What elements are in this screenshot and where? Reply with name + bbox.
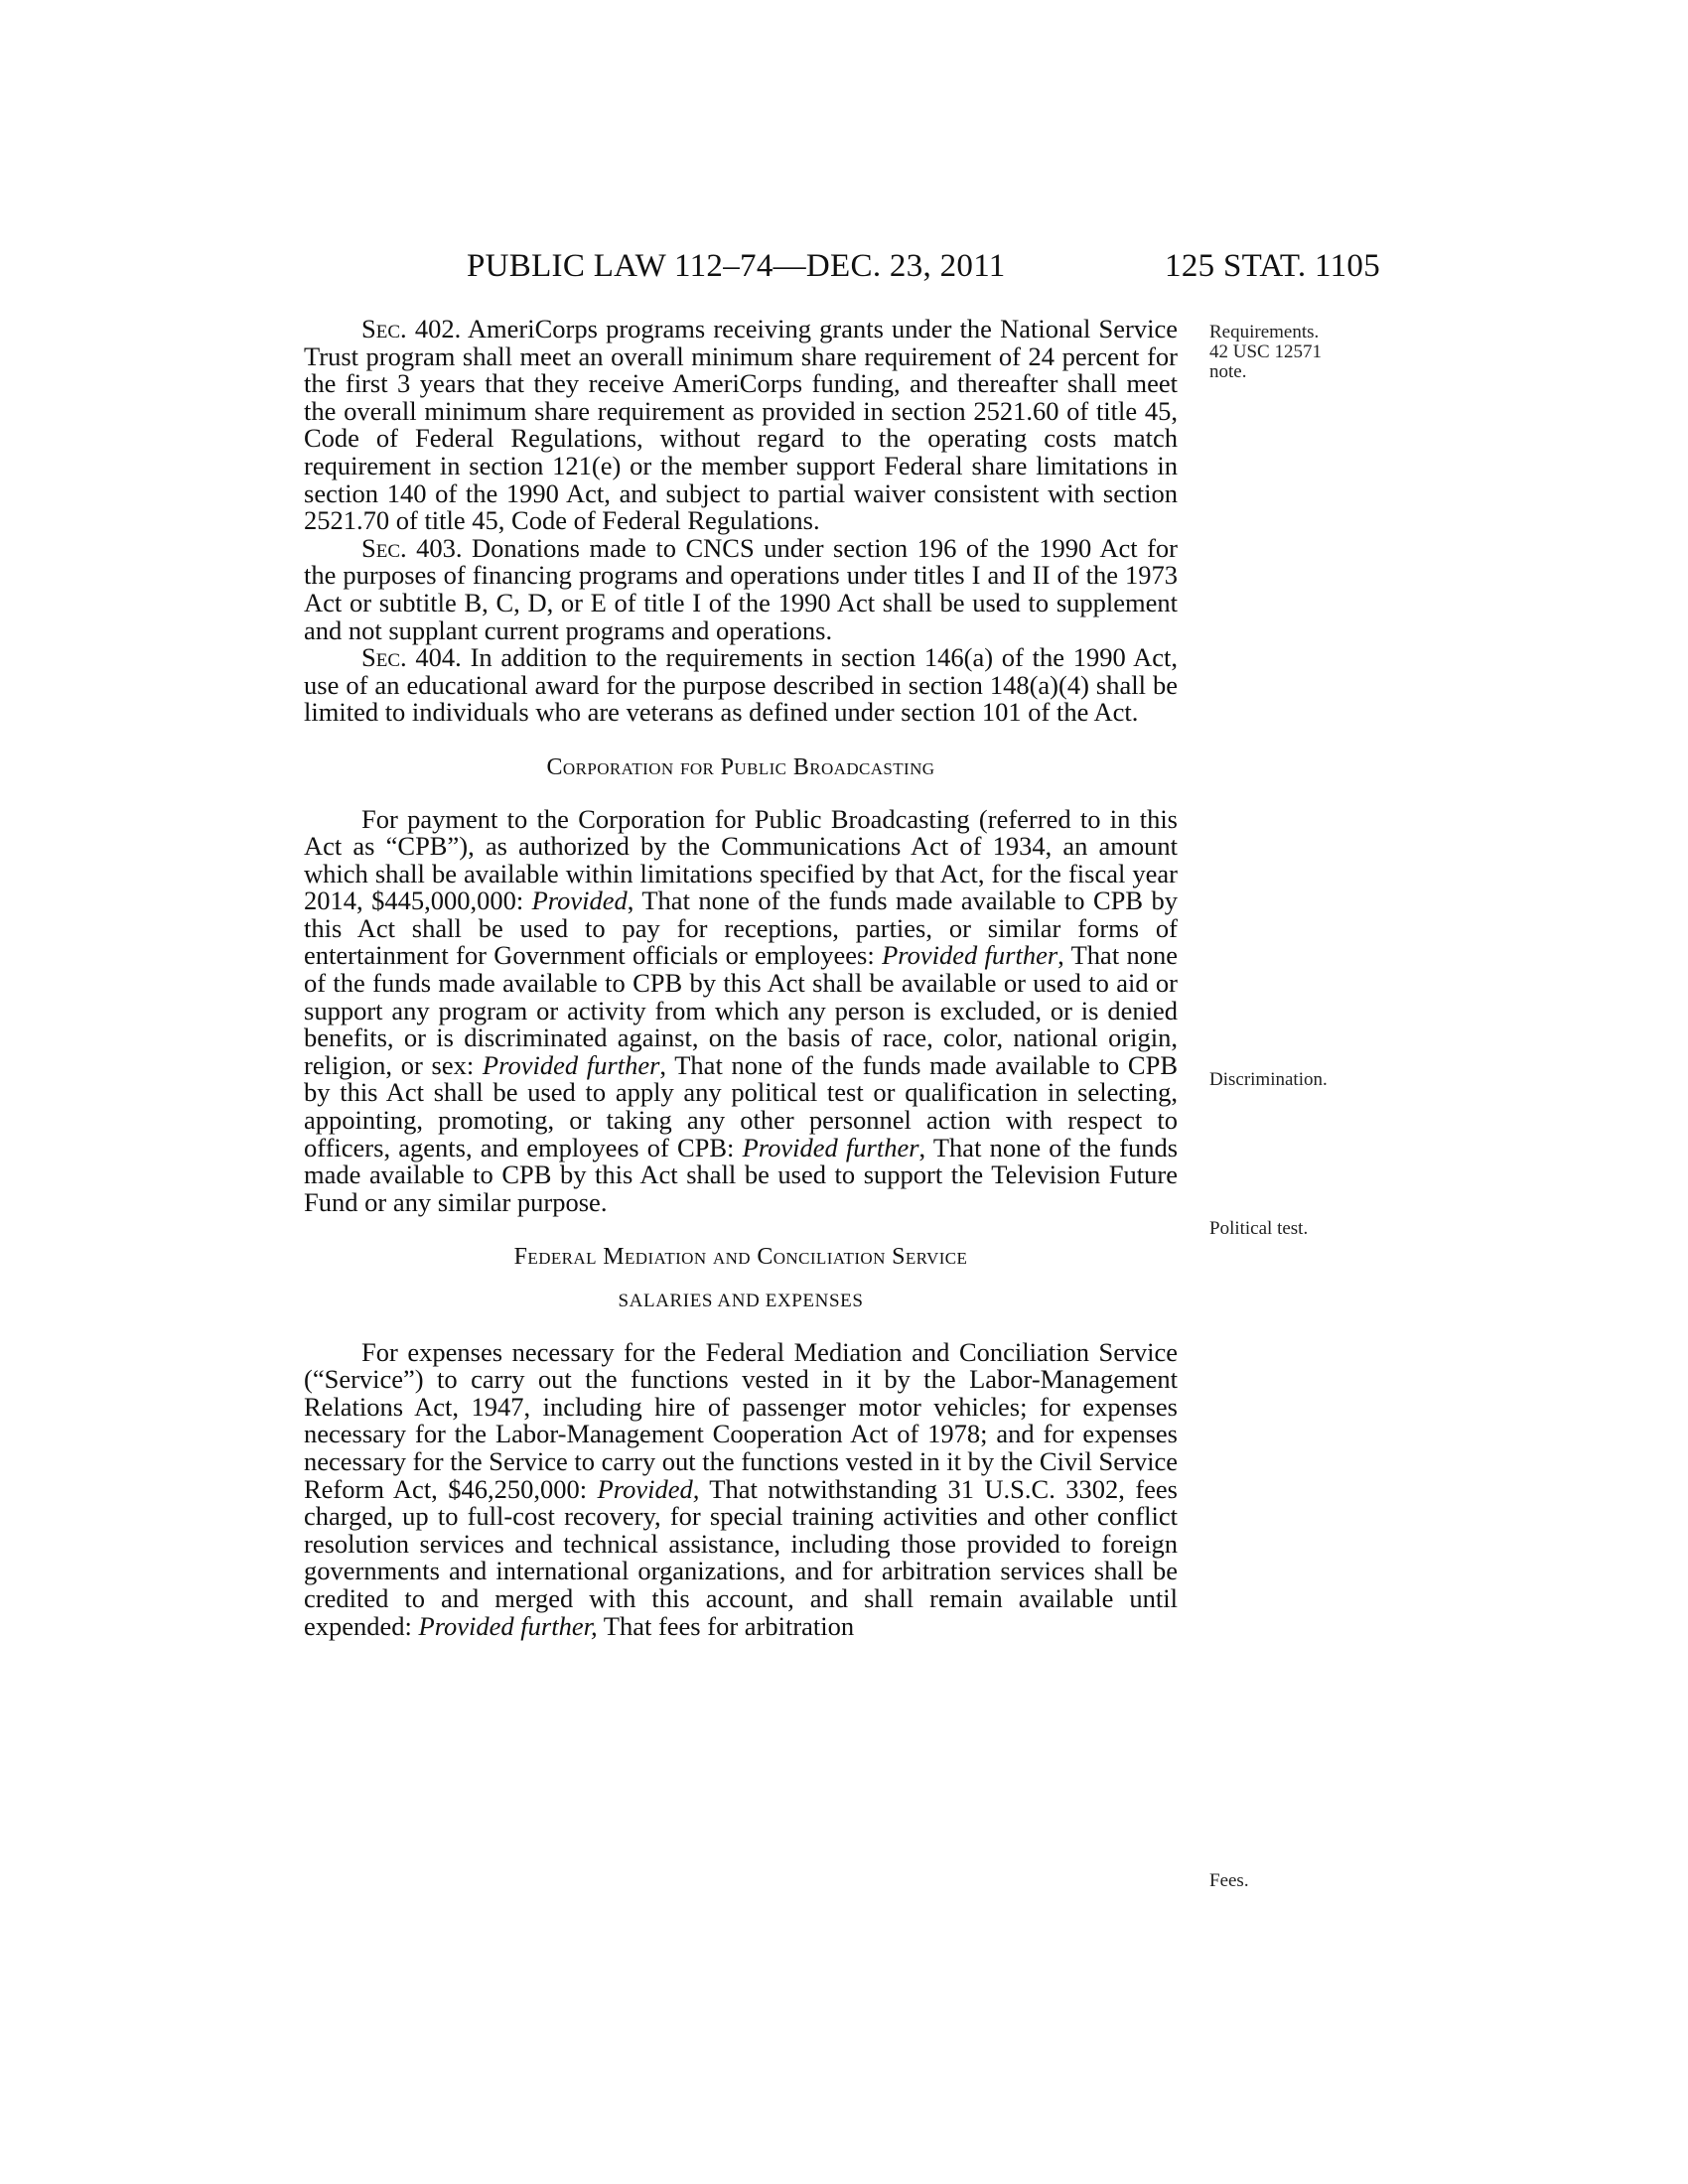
proviso: Provided further — [742, 1132, 919, 1162]
proviso: Provided further — [482, 1049, 660, 1080]
section-text: In addition to the requirements in section 146(a) of the 1990 Act, use of an educational award for the purpose described in section 148(a)(4) shall be limited to individuals who are veterans as defined under section 101 of the Act. — [304, 642, 1178, 728]
fmcs-paragraph: For expenses necessary for the Federal Mediation and Conciliation Service (“Service”) to carry out the functions vested in it by the Labor-Management Relations Act, 1947, including hire of passenger motor vehicles; for expenses necessary for the Labor-Management Cooperation Act of 1978; and for expenses necessary for the Service to carry out the functions vested in it by the Civil Service Reform Act, $46,250,000: Provided, That notwithstanding 31 U.S.C. 3302, fees charged, up to full-cost recovery, for special training activities and other conflict resolution services and technical assistance, including those provided to foreign governments and international organizations, and for arbitration services shall be credited to and merged with this account, and shall remain available until expended: Provided further, That fees for arbitration — [304, 1336, 1178, 1641]
section-text: Donations made to CNCS under section 196 of the 1990 Act for the purposes of financing programs and operations under titles I and II of the 1973 Act or subtitle B, C, D, or E of title I of the 1990 Act shall be used to supplement and not supplant current programs and operations. — [304, 532, 1178, 645]
proviso: Provided further, — [418, 1610, 598, 1641]
document-body — [304, 316, 1178, 1640]
proviso: Provided, — [597, 1473, 700, 1504]
public-law-citation: PUBLIC LAW 112–74—DEC. 23, 2011 — [467, 248, 1006, 284]
salaries-expenses-subheading: SALARIES AND EXPENSES — [618, 1291, 864, 1311]
section-label: Sec. 402. — [361, 314, 462, 343]
section-402 — [304, 316, 1178, 535]
section-403 — [304, 532, 1178, 645]
section-label: Sec. 404. — [361, 642, 462, 673]
margin-note-discrimination: Discrimination. — [1209, 1069, 1328, 1090]
section-label: Sec. 403. — [361, 532, 463, 563]
section-404 — [304, 644, 1178, 727]
cpb-paragraph: For payment to the Corporation for Public Broadcasting (referred to in this Act as “CPB”), as authorized by the Communications Act of 1934, an amount which shall be available within limitations specified by that Act, for the fiscal year 2014, $445,000,000: Provided, That none of the funds made available to CPB by this Act shall be used to pay for receptions, parties, or similar forms of entertainment for Government officials or employees: Provided further, That none of the funds made available to CPB by this Act shall be available or used to aid or support any program or activity from which any person is excluded, or is denied benefits, or is discriminated against, on the basis of race, color, national origin, religion, or sex: Provided further, That none of the funds made available to CPB by this Act shall be used to apply any political test or qualification in selecting, appointing, promoting, or taking any other personnel action with respect to officers, agents, and employees of CPB: Provided further, That none of the funds made available to CPB by this Act shall be used to support the Television Future Fund or any similar purpose. — [304, 803, 1179, 1217]
section-text: AmeriCorps programs receiving grants under the National Service Trust program shall meet an overall minimum share requirement of 24 percent for the first 3 years that they receive AmeriCorps funding, and thereafter shall meet the overall minimum share requirement as provided in section 2521.60 of title 45, Code of Federal Regulations, without regard to the operating costs match requirement in section 121(e) or the member support Federal share limitations in section 140 of the 1990 Act, and subject to partial waiver consistent with section 2521.70 of title 45, Code of Federal Regulations. — [304, 314, 1178, 536]
margin-note-fees: Fees. — [1209, 1870, 1249, 1891]
proviso: Provided — [531, 886, 628, 916]
margin-note-requirements: Requirements. 42 USC 12571 note. — [1209, 322, 1322, 382]
statute-page-number: 125 STAT. 1105 — [1165, 248, 1380, 284]
cpb-heading: Corporation for Public Broadcasting — [546, 753, 935, 780]
fmcs-heading: Federal Mediation and Conciliation Service — [513, 1244, 968, 1271]
page-header — [467, 248, 1380, 288]
proviso: Provided further — [882, 940, 1058, 971]
margin-note-political-test: Political test. — [1209, 1218, 1309, 1239]
